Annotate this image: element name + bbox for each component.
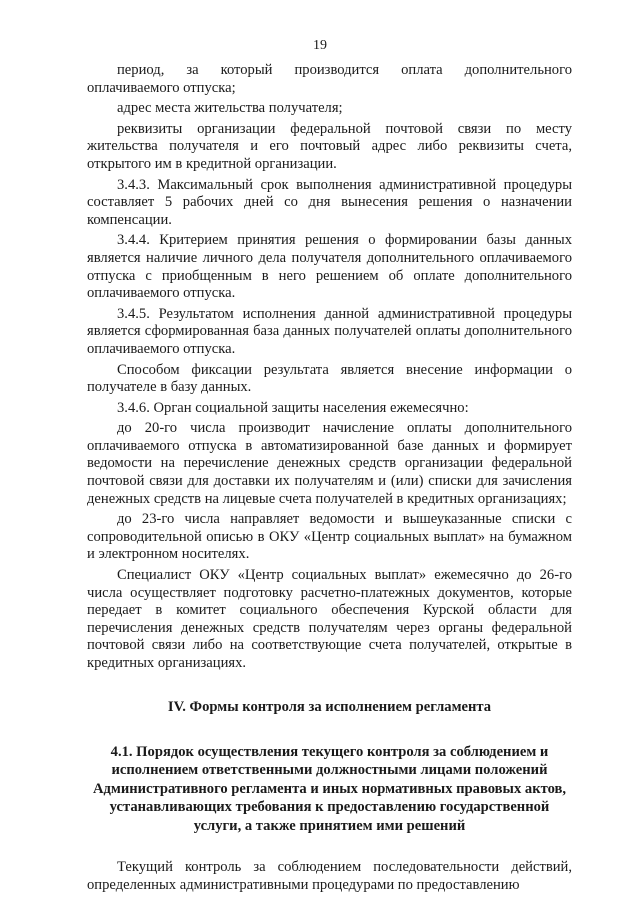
paragraph-address: адрес места жительства получателя;: [117, 100, 343, 117]
paragraph-3-4-3: 3.4.3. Максимальный срок выполнения административной процедуры составляет 5 рабочих дней со дня вынесения решения о назначении компенсации.: [87, 176, 572, 228]
paragraph-3-4-4: 3.4.4. Критерием принятия решения о формировании базы данных является наличие личного дела получателя дополнительного оплачиваемого отпуска с приобщенным в него решением об оплате дополнительного оплачиваемого отпуска.: [87, 232, 572, 302]
paragraph-fixation-method: Способом фиксации результата является внесение информации о получателе в базу данных.: [87, 361, 572, 396]
paragraph-specialist: Специалист ОКУ «Центр социальных выплат» ежемесячно до 26-го числа осуществляет подготовку расчетно-платежных документов, которые передает в комитет социального обеспечения Курской области для перечисления денежных средств получателям через органы федеральной почтовой связи либо на соответствующие счета получателей, открытые в кредитных организациях.: [87, 567, 572, 671]
paragraph-3-4-6: 3.4.6. Орган социальной защиты населения ежемесячно:: [117, 399, 469, 416]
document-body: [87, 62, 572, 894]
paragraph-3-4-5: 3.4.5. Результатом исполнения данной административной процедуры является сформированная база данных получателей оплаты дополнительного оплачиваемого отпуска.: [87, 305, 572, 357]
subsection-title: 4.1. Порядок осуществления текущего контроля за соблюдением и исполнением ответственными должностными лицами положений Административного регламента и иных нормативных правовых актов, устанавливающих требования к предоставлению государственной услуги, а также принятием ими решений: [92, 743, 567, 834]
paragraph-until-23rd: до 23-го числа направляет ведомости и вышеуказанные списки с сопроводительной описью в ОКУ «Центр социальных выплат» на бумажном и электронном носителях.: [87, 511, 572, 563]
paragraph-requisites: реквизиты организации федеральной почтовой связи по месту жительства получателя и его почтовый адрес либо реквизиты счета, открытого им в кредитной организации.: [87, 120, 572, 172]
paragraph-period: период, за который производится оплата дополнительного оплачиваемого отпуска;: [87, 62, 572, 96]
section-title: IV. Формы контроля за исполнением регламента: [167, 698, 492, 715]
paragraph-current-control: Текущий контроль за соблюдением последовательности действий, определенных административными процедурами по предоставлению: [87, 859, 572, 893]
paragraph-until-20th: до 20-го числа производит начисление оплаты дополнительного оплачиваемого отпуска в автоматизированной базе данных и формирует ведомости на перечисление денежных средств организации федеральной почтовой связи для доставки их получателям и (или) списки для зачисления денежных средств на лицевые счета получателей в кредитных организациях;: [87, 420, 572, 507]
page-number: 19: [313, 38, 327, 53]
